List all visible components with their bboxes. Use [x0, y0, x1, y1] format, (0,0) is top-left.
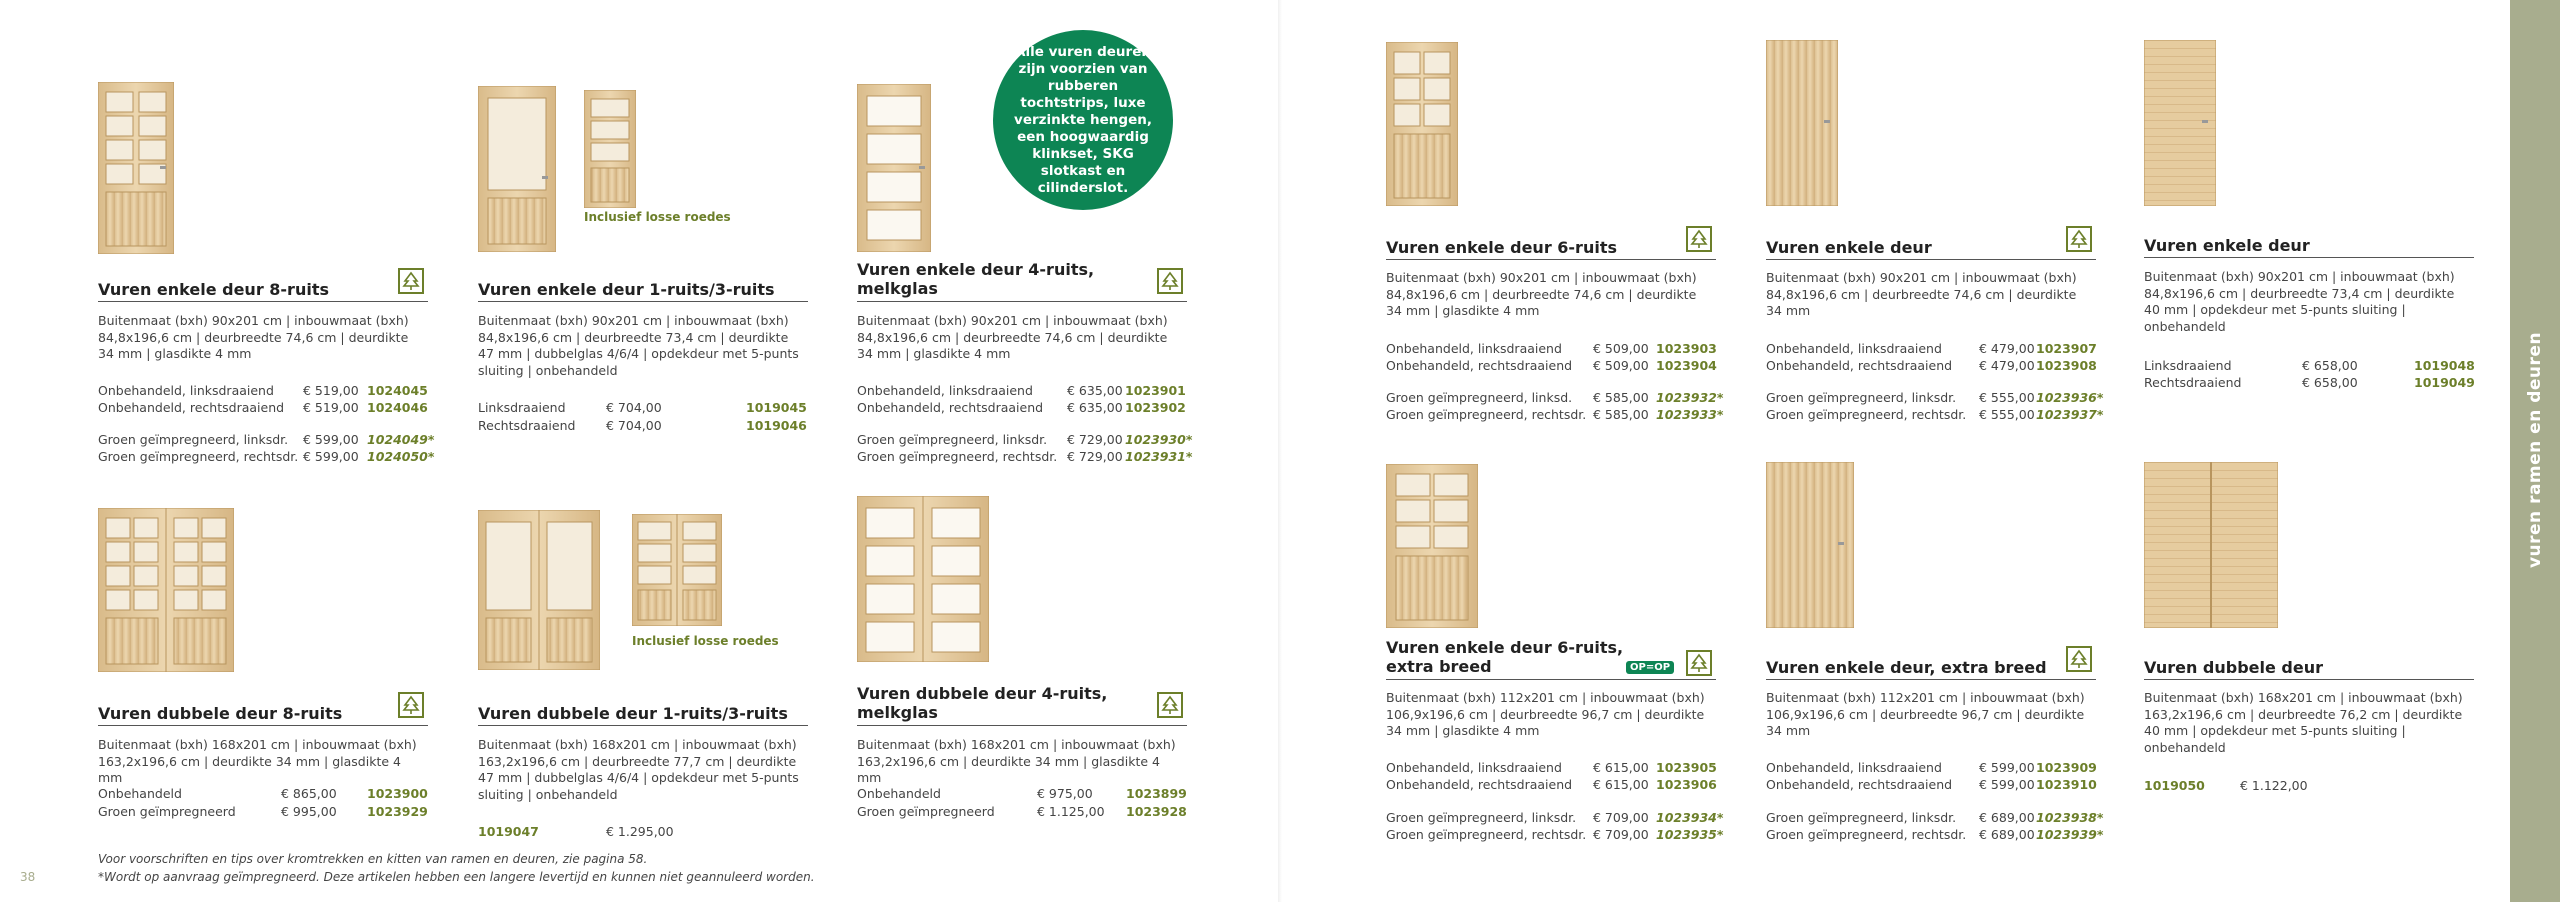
product-description: Buitenmaat (bxh) 168x201 cm | inbouwmaat (bxh) 163,2x196,6 cm | deurdikte 34 mm | glasdikte 4 mm: [857, 737, 1176, 785]
row-price: € 709,00: [1593, 810, 1649, 825]
row-code: 1023906: [1656, 777, 1717, 792]
price-row: [1766, 407, 2103, 423]
price-row: [98, 449, 434, 465]
row-price: € 1.122,00: [2240, 778, 2308, 793]
row-code: 1019047: [478, 824, 539, 839]
price-row: [857, 432, 1192, 448]
row-label: Groen geïmpregneerd, linksdr.: [1766, 810, 1957, 825]
row-code: 1019050: [2144, 778, 2205, 793]
product-title: Vuren enkele deur: [1766, 238, 1932, 257]
price-row: [1766, 358, 2097, 374]
row-label: Onbehandeld, linksdraaiend: [1386, 760, 1562, 775]
row-code: 1023929: [367, 804, 428, 819]
price-row: [1386, 358, 1717, 374]
row-label: Groen geïmpregneerd, linksdr.: [1386, 810, 1577, 825]
row-code: 1019049: [2414, 375, 2475, 390]
product-title: Vuren enkele deur 6-ruits, extra breed: [1386, 638, 1624, 676]
page-spine: [1278, 0, 1282, 902]
row-label: Onbehandeld, rechtsdraaiend: [1386, 358, 1573, 373]
row-price: € 599,00: [303, 449, 359, 464]
row-price: € 689,00: [1979, 810, 2035, 825]
door-horizontal-planks-image: [2144, 40, 2216, 206]
row-code: 1023905: [1656, 760, 1717, 775]
title-rule: [857, 301, 1187, 302]
price-row: [1386, 407, 1723, 423]
price-row: [857, 804, 1187, 820]
row-price: € 635,00: [1067, 400, 1123, 415]
title-rule: [1766, 679, 2096, 680]
product-description: Buitenmaat (bxh) 90x201 cm | inbouwmaat (bxh) 84,8x196,6 cm | deurbreedte 74,6 cm | deurdikte 34 mm | glasdikte 4 mm: [857, 313, 1168, 361]
price-row: [98, 804, 428, 820]
row-price: € 975,00: [1037, 786, 1093, 801]
row-code: 1023907: [2036, 341, 2097, 356]
row-label: Rechtsdraaiend: [2144, 375, 2242, 390]
row-code: 1019046: [746, 418, 807, 433]
door-6-ruits-extra-breed-image: [1386, 464, 1478, 628]
title-rule: [98, 301, 428, 302]
product-note: Inclusief losse roedes: [584, 210, 731, 224]
title-rule: [2144, 679, 2474, 680]
row-price: € 509,00: [1593, 341, 1649, 356]
row-code: 1023931*: [1125, 449, 1193, 464]
price-row: [1766, 760, 2097, 776]
product-title: Vuren enkele deur 4-ruits, melkglas: [857, 260, 1095, 298]
door-plain-image: [1766, 40, 1838, 206]
price-row: [1386, 341, 1717, 357]
row-label: Onbehandeld, linksdraaiend: [857, 383, 1033, 398]
product-title: Vuren enkele deur: [2144, 236, 2310, 255]
product-description: Buitenmaat (bxh) 90x201 cm | inbouwmaat (bxh) 84,8x196,6 cm | deurbreedte 74,6 cm | deurdikte 34 mm: [1766, 270, 2077, 318]
title-rule: [2144, 257, 2474, 258]
product-description: Buitenmaat (bxh) 168x201 cm | inbouwmaat (bxh) 163,2x196,6 cm | deurdikte 34 mm | glasdikte 4 mm: [98, 737, 417, 785]
fsc-logo-icon: [1686, 650, 1712, 676]
price-row: [857, 449, 1192, 465]
row-label: Groen geïmpregneerd, rechtsdr.: [1766, 827, 1967, 842]
row-label: Groen geïmpregneerd, linksd.: [1386, 390, 1573, 405]
product-description: Buitenmaat (bxh) 168x201 cm | inbouwmaat (bxh) 163,2x196,6 cm | deurbreedte 77,7 cm | deurdikte 47 mm | dubbelglas 4/6/4 | opdekdeur met 5-punts sluiting | onbehandeld: [478, 737, 799, 802]
price-row: [2144, 375, 2475, 391]
double-door-3-ruits-image: [632, 514, 722, 626]
title-rule: [478, 725, 808, 726]
row-price: € 709,00: [1593, 827, 1649, 842]
row-code: 1023939*: [2036, 827, 2104, 842]
row-price: € 615,00: [1593, 760, 1649, 775]
product-title: Vuren enkele deur 8-ruits: [98, 280, 329, 299]
price-row: [98, 432, 434, 448]
row-code: 1023909: [2036, 760, 2097, 775]
row-price: € 658,00: [2302, 358, 2358, 373]
price-row: [1766, 810, 2103, 826]
row-code: 1024049*: [367, 432, 435, 447]
price-row: [1766, 390, 2103, 406]
row-price: € 689,00: [1979, 827, 2035, 842]
row-code: 1023936*: [2036, 390, 2104, 405]
row-price: € 479,00: [1979, 358, 2035, 373]
row-code: 1023928: [1126, 804, 1187, 819]
fsc-logo-icon: [398, 268, 424, 294]
row-label: Groen geïmpregneerd, linksdr.: [1766, 390, 1957, 405]
row-price: € 995,00: [281, 804, 337, 819]
price-row: [1386, 777, 1717, 793]
row-price: € 509,00: [1593, 358, 1649, 373]
price-row: [1766, 341, 2097, 357]
row-code: 1019045: [746, 400, 807, 415]
footnote-line-2: *Wordt op aanvraag geïmpregneerd. Deze artikelen hebben een langere levertijd en kunnen niet geannuleerd worden.: [98, 870, 815, 884]
row-code: 1023900: [367, 786, 428, 801]
price-row: [478, 824, 674, 840]
price-row: [478, 418, 807, 434]
row-code: 1024046: [367, 400, 428, 415]
row-price: € 599,00: [1979, 760, 2035, 775]
title-rule: [478, 301, 808, 302]
footnote-line-1: Voor voorschriften en tips over kromtrekken en kitten van ramen en deuren, zie pagina 58.: [98, 852, 648, 866]
row-label: Onbehandeld: [857, 786, 941, 801]
price-row: [1766, 777, 2097, 793]
row-price: € 635,00: [1067, 383, 1123, 398]
row-price: € 615,00: [1593, 777, 1649, 792]
product-title: Vuren enkele deur 1-ruits/3-ruits: [478, 280, 775, 299]
row-code: 1024050*: [367, 449, 435, 464]
price-row: [2144, 358, 2475, 374]
row-label: Onbehandeld, linksdraaiend: [1766, 760, 1942, 775]
row-code: 1023937*: [2036, 407, 2104, 422]
row-price: € 519,00: [303, 400, 359, 415]
row-code: 1023908: [2036, 358, 2097, 373]
fsc-logo-icon: [1157, 268, 1183, 294]
row-price: € 704,00: [606, 400, 662, 415]
page-number-left: 38: [20, 870, 36, 884]
row-label: Groen geïmpregneerd, rechtsdr.: [1386, 827, 1587, 842]
row-label: Groen geïmpregneerd: [857, 804, 995, 819]
product-title: Vuren dubbele deur 4-ruits, melkglas: [857, 684, 1108, 722]
door-6-ruits-image: [1386, 42, 1458, 206]
row-price: € 729,00: [1067, 449, 1123, 464]
row-price: € 585,00: [1593, 407, 1649, 422]
price-row: [1386, 390, 1723, 406]
row-code: 1023902: [1125, 400, 1186, 415]
info-circle-text: Alle vuren deuren zijn voorzien van rubberen tochtstrips, luxe verzinkte hengen, een hoogwaardig klinkset, SKG slotkast en cilinderslot.: [1014, 43, 1152, 196]
row-label: Onbehandeld, rechtsdraaiend: [1766, 358, 1953, 373]
row-code: 1023930*: [1125, 432, 1193, 447]
product-title: Vuren dubbele deur 8-ruits: [98, 704, 343, 723]
row-label: Groen geïmpregneerd, rechtsdr.: [857, 449, 1058, 464]
door-4-ruits-melkglas-image: [857, 84, 931, 252]
product-title: Vuren enkele deur, extra breed: [1766, 658, 2047, 677]
row-price: € 519,00: [303, 383, 359, 398]
row-code: 1023935*: [1656, 827, 1724, 842]
price-row: [857, 786, 1187, 802]
row-price: € 555,00: [1979, 390, 2035, 405]
double-door-image: [2144, 462, 2278, 628]
row-price: € 1.295,00: [606, 824, 674, 839]
row-label: Linksdraaiend: [478, 400, 566, 415]
row-code: 1023899: [1126, 786, 1187, 801]
row-price: € 729,00: [1067, 432, 1123, 447]
row-label: Onbehandeld, linksdraaiend: [1386, 341, 1562, 356]
title-rule: [1766, 259, 2096, 260]
product-description: Buitenmaat (bxh) 168x201 cm | inbouwmaat (bxh) 163,2x196,6 cm | deurbreedte 76,2 cm | deurdikte 40 mm | opdekdeur met 5-punts sluiting | onbehandeld: [2144, 690, 2463, 755]
product-title: Vuren enkele deur 6-ruits: [1386, 238, 1617, 257]
double-door-4-ruits-image: [857, 496, 989, 662]
row-code: 1023934*: [1656, 810, 1724, 825]
product-description: Buitenmaat (bxh) 90x201 cm | inbouwmaat (bxh) 84,8x196,6 cm | deurbreedte 74,6 cm | deurdikte 34 mm | glasdikte 4 mm: [98, 313, 409, 361]
title-rule: [857, 725, 1187, 726]
row-label: Groen geïmpregneerd, rechtsdr.: [1766, 407, 1967, 422]
product-description: Buitenmaat (bxh) 90x201 cm | inbouwmaat (bxh) 84,8x196,6 cm | deurbreedte 73,4 cm | deurdikte 40 mm | opdekdeur met 5-punts sluiting | onbehandeld: [2144, 269, 2455, 334]
double-door-1-ruits-image: [478, 510, 600, 670]
row-label: Onbehandeld, rechtsdraaiend: [1766, 777, 1953, 792]
row-label: Onbehandeld, rechtsdraaiend: [98, 400, 285, 415]
row-label: Onbehandeld, linksdraaiend: [1766, 341, 1942, 356]
row-code: 1023910: [2036, 777, 2097, 792]
row-price: € 658,00: [2302, 375, 2358, 390]
row-label: Groen geïmpregneerd, rechtsdr.: [98, 449, 299, 464]
product-title: Vuren dubbele deur 1-ruits/3-ruits: [478, 704, 788, 723]
row-code: 1019048: [2414, 358, 2475, 373]
row-code: 1023932*: [1656, 390, 1724, 405]
page-number-right: 39: [2528, 870, 2544, 884]
door-1-ruits-image: [478, 86, 556, 252]
row-label: Rechtsdraaiend: [478, 418, 576, 433]
row-label: Groen geïmpregneerd, linksdr.: [98, 432, 289, 447]
fsc-logo-icon: [1686, 226, 1712, 252]
price-row: [1386, 760, 1717, 776]
info-circle: [993, 30, 1173, 210]
row-label: Onbehandeld, rechtsdraaiend: [1386, 777, 1573, 792]
product-description: Buitenmaat (bxh) 112x201 cm | inbouwmaat (bxh) 106,9x196,6 cm | deurbreedte 96,7 cm | deurdikte 34 mm | glasdikte 4 mm: [1386, 690, 1705, 738]
price-row: [2144, 778, 2308, 794]
row-price: € 555,00: [1979, 407, 2035, 422]
row-code: 1024045: [367, 383, 428, 398]
row-code: 1023933*: [1656, 407, 1724, 422]
price-row: [1386, 810, 1723, 826]
price-row: [1766, 827, 2103, 843]
product-description: Buitenmaat (bxh) 112x201 cm | inbouwmaat (bxh) 106,9x196,6 cm | deurbreedte 96,7 cm | deurdikte 34 mm: [1766, 690, 2085, 738]
price-row: [857, 400, 1186, 416]
product-title: Vuren dubbele deur: [2144, 658, 2323, 677]
product-description: Buitenmaat (bxh) 90x201 cm | inbouwmaat (bxh) 84,8x196,6 cm | deurbreedte 74,6 cm | deurdikte 34 mm | glasdikte 4 mm: [1386, 270, 1697, 318]
row-price: € 599,00: [1979, 777, 2035, 792]
price-row: [478, 400, 807, 416]
product-note: Inclusief losse roedes: [632, 634, 779, 648]
price-row: [857, 383, 1186, 399]
title-rule: [1386, 679, 1716, 680]
double-door-8-ruits-image: [98, 508, 234, 672]
fsc-logo-icon: [2066, 646, 2092, 672]
door-8-ruits-image: [98, 82, 174, 254]
title-rule: [98, 725, 428, 726]
title-rule: [1386, 259, 1716, 260]
row-code: 1023903: [1656, 341, 1717, 356]
row-label: Linksdraaiend: [2144, 358, 2232, 373]
row-price: € 479,00: [1979, 341, 2035, 356]
row-code: 1023904: [1656, 358, 1717, 373]
fsc-logo-icon: [398, 692, 424, 718]
door-3-ruits-image: [584, 90, 636, 208]
price-row: [1386, 827, 1723, 843]
product-description: Buitenmaat (bxh) 90x201 cm | inbouwmaat (bxh) 84,8x196,6 cm | deurbreedte 73,4 cm | deurdikte 47 mm | dubbelglas 4/6/4 | opdekdeur met 5-punts sluiting | onbehandeld: [478, 313, 799, 378]
row-price: € 1.125,00: [1037, 804, 1105, 819]
row-price: € 704,00: [606, 418, 662, 433]
price-row: [98, 400, 428, 416]
row-price: € 865,00: [281, 786, 337, 801]
op-op-badge: OP=OP: [1626, 661, 1674, 674]
row-price: € 599,00: [303, 432, 359, 447]
fsc-logo-icon: [2066, 226, 2092, 252]
row-label: Groen geïmpregneerd, linksdr.: [857, 432, 1048, 447]
row-label: Groen geïmpregneerd, rechtsdr.: [1386, 407, 1587, 422]
door-extra-breed-image: [1766, 462, 1854, 628]
row-label: Onbehandeld: [98, 786, 182, 801]
fsc-logo-icon: [1157, 692, 1183, 718]
row-label: Onbehandeld, linksdraaiend: [98, 383, 274, 398]
row-label: Onbehandeld, rechtsdraaiend: [857, 400, 1044, 415]
row-price: € 585,00: [1593, 390, 1649, 405]
row-code: 1023938*: [2036, 810, 2104, 825]
price-row: [98, 786, 428, 802]
price-row: [98, 383, 428, 399]
section-title: vuren ramen en deuren: [2525, 331, 2545, 569]
row-label: Groen geïmpregneerd: [98, 804, 236, 819]
row-code: 1023901: [1125, 383, 1186, 398]
